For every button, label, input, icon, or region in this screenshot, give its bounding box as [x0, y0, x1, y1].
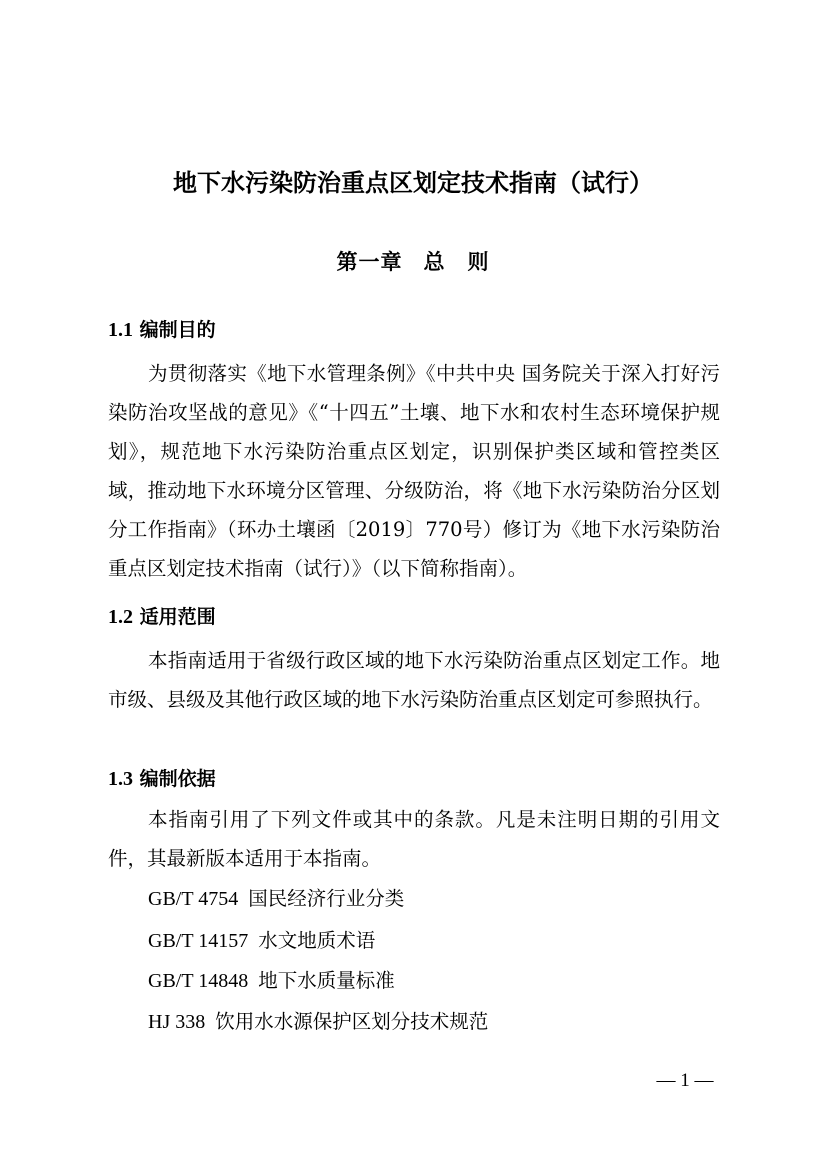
document-title: 地下水污染防治重点区划定技术指南（试行）	[173, 168, 653, 197]
reference-name: 水文地质术语	[258, 929, 376, 952]
chapter-label: 第一章	[336, 250, 403, 274]
section-paragraph-1-1: 为贯彻落实《地下水管理条例》《中共中央 国务院关于深入打好污染防治攻坚战的意见》《“十四五”土壤、地下水和农村生态环境保护规划》，规范地下水污染防治重点区划定，识别保护类区域和管控类区域，推动地下水环境分区管理、分级防治，将《地下水污染防治分区划分工作指南》（环办土壤函〔2019〕770号）修订为《地下水污染防治重点区划定技术指南（试行）》（以下简称指南）。	[108, 362, 720, 580]
section-paragraph-1-2: 本指南适用于省级行政区域的地下水污染防治重点区划定工作。地市级、县级及其他行政区域的地下水污染防治重点区划定可参照执行。	[108, 649, 720, 711]
reference-item	[148, 883, 708, 915]
section-title: 编制依据	[139, 768, 216, 790]
section-number: 1.2	[108, 606, 133, 628]
reference-name: 国民经济行业分类	[248, 887, 405, 910]
section-title: 适用范围	[139, 606, 216, 628]
section-number: 1.3	[108, 768, 133, 790]
chapter-name: 总 则	[423, 250, 490, 274]
reference-code: GB/T 14157	[148, 930, 249, 952]
section-heading-1-3	[108, 763, 720, 795]
section-number: 1.1	[108, 319, 133, 341]
section-title: 编制目的	[139, 319, 216, 341]
section-heading-1-1	[108, 314, 720, 346]
chapter-heading	[0, 247, 826, 277]
reference-code: GB/T 14848	[148, 970, 249, 992]
reference-name: 饮用水水源保护区划分技术规范	[215, 1010, 489, 1033]
section-heading-1-2	[108, 601, 720, 633]
reference-item	[148, 965, 708, 997]
reference-name: 地下水质量标准	[258, 969, 395, 992]
page-number: — 1 —	[656, 1070, 714, 1091]
reference-item	[148, 1006, 708, 1038]
reference-code: GB/T 4754	[148, 888, 239, 910]
reference-code: HJ 338	[148, 1011, 206, 1033]
reference-item	[148, 925, 708, 957]
section-paragraph-1-3: 本指南引用了下列文件或其中的条款。凡是未注明日期的引用文件，其最新版本适用于本指南。	[108, 808, 720, 870]
